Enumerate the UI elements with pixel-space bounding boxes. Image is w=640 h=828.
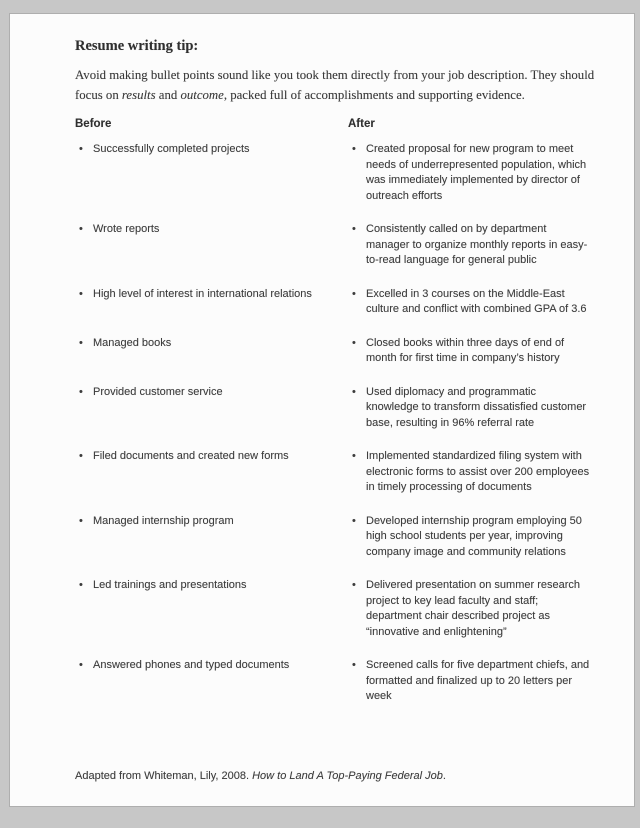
comparison-row [75, 336, 601, 367]
bullet-icon: • [79, 514, 83, 527]
before-item-text: Filed documents and created new forms [93, 450, 289, 462]
comparison-row [75, 658, 601, 705]
before-item-text: Managed books [93, 336, 172, 349]
source-citation [75, 769, 601, 784]
document-page [9, 13, 635, 807]
intro-italic-results: results [121, 87, 156, 102]
comparison-row [75, 449, 601, 496]
before-item [75, 222, 348, 269]
bullet-icon: • [352, 287, 356, 300]
before-item [75, 658, 348, 705]
citation-period: . [442, 769, 446, 782]
bullet-icon: • [79, 287, 83, 300]
bullet-icon: • [79, 450, 83, 462]
after-item-text: Excelled in 3 courses on the Middle-East culture and conflict with combined GPA of 3.6 [366, 287, 587, 315]
before-item [75, 449, 348, 496]
after-column-header: After [348, 118, 375, 130]
after-item [348, 514, 591, 561]
before-item [75, 142, 348, 204]
bullet-icon: • [352, 143, 356, 155]
after-item-text: Created proposal for new program to meet needs of underrepresented population, which was immediately implemented by director of outreach efforts [366, 143, 587, 202]
after-item [348, 336, 591, 367]
bullet-icon: • [79, 143, 83, 155]
before-item [75, 385, 348, 432]
comparison-row [75, 385, 601, 432]
after-item-text: Implemented standardized filing system with electronic forms to assist over 200 employees in timely processing of documents [366, 450, 590, 493]
bullet-icon: • [352, 385, 356, 398]
bullet-icon: • [79, 385, 83, 398]
comparison-row [75, 514, 601, 561]
after-item [348, 222, 591, 269]
before-item-text: Provided customer service [93, 385, 223, 398]
bullet-icon: • [352, 579, 356, 591]
bullet-icon: • [79, 659, 83, 671]
before-item [75, 578, 348, 640]
bullet-icon: • [352, 336, 356, 349]
intro-paragraph [75, 66, 601, 105]
intro-text-pre: Avoid making bullet points sound like you took them directly from your job description. They should focus on [75, 68, 595, 102]
citation-book-title: How to Land A Top-Paying Federal Job [252, 769, 443, 782]
before-item [75, 336, 348, 367]
bullet-icon: • [352, 223, 356, 235]
before-item-text: Led trainings and presentations [93, 579, 247, 591]
comparison-row [75, 287, 601, 318]
page-title: Resume writing tip: [75, 38, 199, 54]
after-item-text: Used diplomacy and programmatic knowledge to transform dissatisfied customer base, resulting in 96% referral rate [366, 385, 587, 429]
before-item-text: Managed internship program [93, 514, 234, 527]
comparison-row [75, 578, 601, 640]
intro-text-mid: and [155, 87, 181, 102]
after-item [348, 142, 591, 204]
before-item [75, 287, 348, 318]
intro-text-post: , packed full of accomplishments and supporting evidence. [223, 87, 525, 102]
column-headers [75, 117, 601, 132]
before-item-text: Wrote reports [93, 223, 160, 235]
bullet-icon: • [352, 659, 356, 671]
after-item-text: Screened calls for five department chiefs, and formatted and finalized up to 20 letters per week [366, 659, 590, 702]
before-item-text: Answered phones and typed documents [93, 659, 290, 671]
after-item-text: Delivered presentation on summer research project to key lead faculty and staff; department chair described project as “innovative and enlightening” [366, 579, 580, 638]
bullet-icon: • [79, 579, 83, 591]
comparison-row [75, 222, 601, 269]
after-item [348, 578, 591, 640]
after-item [348, 658, 591, 705]
after-item [348, 449, 591, 496]
after-item-text: Consistently called on by department manager to organize monthly reports in easy-to-read language for general public [366, 223, 588, 266]
after-item [348, 385, 591, 432]
comparison-row [75, 142, 601, 204]
intro-italic-outcome: outcome [180, 87, 224, 102]
after-item-text: Developed internship program employing 50 high school students per year, improving company image and community relations [366, 514, 582, 558]
before-item [75, 514, 348, 561]
bullet-icon: • [79, 336, 83, 349]
bullet-icon: • [352, 514, 356, 527]
comparison-rows [75, 142, 601, 705]
after-item [348, 287, 591, 318]
before-item-text: High level of interest in international relations [93, 287, 312, 300]
after-item-text: Closed books within three days of end of month for first time in company’s history [366, 336, 565, 364]
bullet-icon: • [352, 450, 356, 462]
before-item-text: Successfully completed projects [93, 143, 250, 155]
citation-text: Adapted from Whiteman, Lily, 2008. [75, 769, 253, 782]
before-column-header: Before [75, 118, 112, 130]
bullet-icon: • [79, 223, 83, 235]
